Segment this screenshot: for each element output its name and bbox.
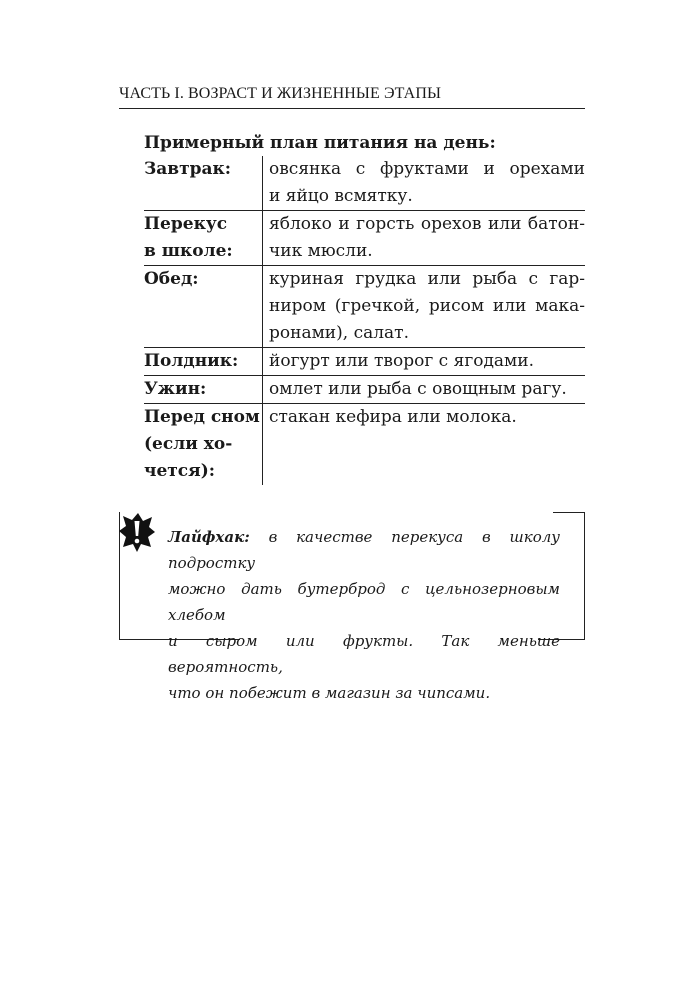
meal-name	[144, 404, 263, 486]
lifehack-line: что он побежит в магазин за чипсами.	[168, 684, 491, 702]
table-row	[144, 376, 585, 404]
lifehack-line-text: в качестве перекуса в школу подростку	[168, 528, 560, 572]
callout-border	[584, 512, 585, 640]
meal-description	[263, 211, 586, 266]
running-header: ЧАСТЬ I. ВОЗРАСТ И ЖИЗНЕННЫЕ ЭТАПЫ	[119, 85, 585, 109]
meal-description-line: яблоко и горсть орехов или батон-	[269, 214, 585, 234]
meal-description-line: куриная грудка или рыба с гар-	[269, 269, 585, 289]
meal-name	[144, 211, 263, 266]
meal-description-line: йогурт или творог с ягодами.	[269, 351, 535, 371]
meal-name	[144, 348, 263, 376]
lifehack-callout	[119, 512, 585, 702]
meal-description-line: ниром (гречкой, рисом или мака-	[269, 296, 585, 316]
meal-name-line: Полдник:	[144, 351, 239, 371]
meal-name	[144, 266, 263, 348]
meal-name-line: Ужин:	[144, 379, 207, 399]
lifehack-line: и сыром или фрукты. Так меньше вероятность,	[168, 632, 560, 676]
meal-name-line: Перекус	[144, 214, 228, 234]
meal-name-line: Перед сном	[144, 407, 260, 427]
exclamation-burst-icon	[119, 512, 155, 552]
meal-description	[263, 156, 586, 211]
lifehack-label: Лайфхак:	[168, 528, 250, 546]
meal-name-line: Завтрак:	[144, 159, 232, 179]
meal-description-line: и яйцо всмятку.	[269, 186, 413, 206]
callout-border	[553, 512, 585, 513]
table-row	[144, 348, 585, 376]
lifehack-text	[168, 524, 560, 706]
meal-description	[263, 348, 586, 376]
meal-description-line: ронами), салат.	[269, 323, 409, 343]
table-row	[144, 156, 585, 211]
meal-description-line: чик мюсли.	[269, 241, 373, 261]
meal-name	[144, 376, 263, 404]
meal-description-line: стакан кефира или молока.	[269, 407, 517, 427]
lifehack-line	[168, 524, 560, 576]
meal-name-line: в школе:	[144, 241, 233, 261]
meal-name-line: (если хо-	[144, 434, 233, 454]
meal-description-line: овсянка с фруктами и орехами	[269, 159, 585, 179]
table-row	[144, 211, 585, 266]
meal-name-line: Обед:	[144, 269, 199, 289]
lifehack-line: можно дать бутерброд с цельнозерновым хлебом	[168, 580, 560, 624]
meal-name-line: чется):	[144, 461, 216, 481]
meal-description	[263, 404, 586, 486]
meal-plan-title: Примерный план питания на день:	[144, 133, 496, 153]
meal-description	[263, 266, 586, 348]
meal-name	[144, 156, 263, 211]
meal-description-line: омлет или рыба с овощным рагу.	[269, 379, 567, 399]
meal-description	[263, 376, 586, 404]
meal-plan-table	[144, 156, 585, 485]
table-row	[144, 266, 585, 348]
table-row	[144, 404, 585, 486]
